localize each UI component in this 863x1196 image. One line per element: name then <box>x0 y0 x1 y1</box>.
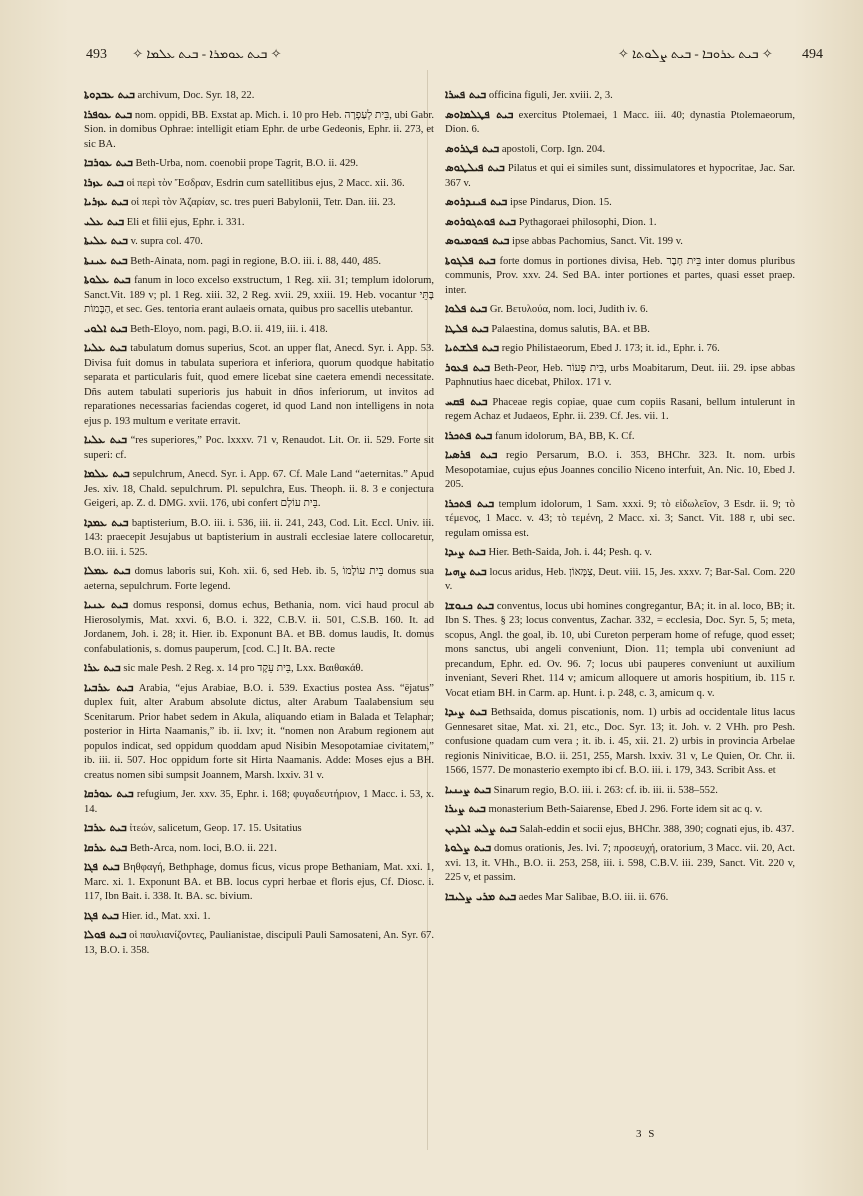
dictionary-entry <box>445 545 795 561</box>
entry-definition: regio Persarum, B.O. i. 353, BHChr. 323. It. nom. urbis Mesopotamiae, cujus eṗus Joannes concilio Niceno interfuit, An. Nic. 10, Ebed J. 205. <box>445 450 795 490</box>
entry-definition: sic male Pesh. 2 Reg. x. 14 pro בֵּית עֵקֶד, Lxx. Βαιθακάθ. <box>123 663 364 674</box>
syriac-headword: ܒܝܬ ܥܪܒܐ <box>84 821 127 834</box>
dictionary-entry <box>445 599 795 702</box>
syriac-headword: ܒܝܬ ܦܛܠܡܐܘܣ <box>445 107 514 121</box>
right-page-header <box>618 46 823 63</box>
entry-definition: “res superiores,” Poc. lxxxv. 71 v, Renaudot. Lit. Or. ii. 529. Forte sit superi: cf. <box>84 435 434 461</box>
entry-definition: conventus, locus ubi homines congregantur, BA; it. in al. loco, BB; it. Ibn S. Thes. § 23; locus conventus, Zachar. 332, = ecclesia, Doc. Syr. 5, 5; meta, scopus, Angl. the goal, ib. 10, ubi Cureton perperam home of refuge, quod esset; mons sanctus, ubi angeli conveniunt, Dion. 11; templa ubi conveniunt ad precandum, Ephr. ed. Ov. 96. 7; locus ubi pauperes conveniunt ut auxilium inveniant, Severi Rhet. 114 v; amicum alloquere ut amoris hospitium, ib. 115 r. Vocat etiam BH. in Carm. ap. Hunt. i. p. 248, c. 3, amicum q. v. <box>445 600 795 699</box>
dictionary-entry <box>445 88 795 104</box>
left-column <box>84 88 434 962</box>
entry-definition: ἰτεών, salicetum, Geop. 17. 15. Usitatius <box>129 823 302 834</box>
dictionary-entry <box>84 273 434 318</box>
dictionary-entry <box>84 821 434 837</box>
syriac-headword: ܒܝܬ ܥܠܝ <box>84 214 125 228</box>
entry-definition: Eli et filii ejus, Ephr. i. 331. <box>126 216 245 228</box>
right-column <box>445 88 795 909</box>
dictionary-entry <box>445 142 795 158</box>
left-page-header <box>86 46 282 63</box>
syriac-headword: ܒܝܬ ܥܙܪܐ <box>84 175 124 189</box>
syriac-headword: ܒܝܬ ܦܠܘܐ <box>445 302 488 315</box>
entry-definition: officina figuli, Jer. xviii. 2, 3. <box>488 90 613 101</box>
syriac-headword: ܒܝܬ ܥܝܢܬܐ <box>84 253 128 267</box>
entry-definition: οἱ περὶ τὸν Ἀζαρίαν, sc. tres pueri Babylonii, Tetr. Dan. iii. 23. <box>131 197 396 208</box>
dictionary-entry <box>445 302 795 318</box>
entry-definition: apostoli, Corp. Ign. 204. <box>501 143 606 155</box>
syriac-headword: ܒܝܬ ܨܝܢܝܐ <box>445 782 492 796</box>
entry-definition: templum idolorum, 1 Sam. xxxi. 9; τὸ εἰδωλεῖον, 3 Esdr. ii. 9; τὸ τέμενος, 1 Macc. v. 43; τὸ τεμένη, 2 Macc. xi. 3; Sanct. Vit. 188 r, ubi sec. regulam omissa est. <box>445 498 795 539</box>
entry-definition: aedes Mar Salibae, B.O. iii. ii. 676. <box>518 891 669 903</box>
entry-definition: Arabia, “ejus Arabiae, B.O. i. 539. Exactius postea Ass. “ëjatus” duplex fuit, alter Arabum absolute dictus, alter Arabum Taalabensium seu Scenitarum. Prior habet sedem in Akula, aliquando etiam in Balada et Telaphar; posterior in Hirta Naamanis,” ib. ii. lxv; it. “nomen non Arabum regionem aut populos indicat, sed oppidum quoddam apud Nisibin Mesopotamiae civitatem,” ib. iii. ii. 507. Hoc oppidum forte sit Hirta Naamanis. Adde: Moses ejus a BH. creatus nomen sibi sumpsit Joannem, Marsh. lxxiv. 31 v. <box>84 682 434 781</box>
syriac-headword: ܒܝܬ ܥܡܕܐ <box>84 515 129 529</box>
syriac-headword: ܒܝܬ ܦܩܚ <box>445 394 488 408</box>
entry-definition: exercitus Ptolemaei, 1 Macc. iii. 40; dynastia Ptolemaeorum, Dion. 6. <box>445 109 796 135</box>
dictionary-entry <box>445 361 795 391</box>
entry-definition: Palaestina, domus salutis, BA. et BB. <box>491 323 650 335</box>
entry-definition: Beth-Peor, Heb. בֵּית פְּעוֹר, urbs Moabitarum, Deut. iii. 29. ipse abbas Paphnutius haec dicebat, Philox. 171 v. <box>445 362 795 388</box>
syriac-headword: ܒܝܬ ܦܛܪܘܣ <box>445 141 500 155</box>
syriac-headword: ܒܝܬ ܦܠܫܬܝܐ <box>445 341 500 354</box>
dictionary-entry <box>84 88 434 104</box>
dictionary-entry <box>445 254 795 299</box>
dictionary-entry <box>445 783 795 799</box>
dictionary-entry <box>84 234 434 250</box>
left-running-title: ✧ ܒܝܬ ܥܘܡܪܐ - ܒܝܬ ܥܠܡܐ ✧ <box>132 46 282 61</box>
dictionary-entry <box>84 564 434 594</box>
syriac-headword: ܒܝܬ ܨܠܘܬܐ <box>445 841 492 854</box>
entry-definition: οἱ περὶ τὸν Ἔσδραν, Esdrin cum satellitibus ejus, 2 Macc. xii. 36. <box>126 177 405 189</box>
syriac-headword: ܒܝܬ ܥܠܘܬܐ <box>84 273 131 286</box>
dictionary-entry <box>445 395 795 425</box>
entry-definition: refugium, Jer. xxv. 35, Ephr. i. 168; φυγαδευτήριον, 1 Macc. i. 53, x. 14. <box>84 789 434 815</box>
right-running-title: ✧ ܒܝܬ ܥܪܘܒܐ - ܒܝܬ ܨܠܘܬܐ ✧ <box>617 46 773 61</box>
dictionary-entry <box>445 215 795 231</box>
dictionary-entry <box>84 341 434 429</box>
entry-definition: domus laboris sui, Koh. xii. 6, sed Heb. ib. 5, בֵּית עוֹלָמוֹ domus sua aeterna, sepulchrum. Forte legend. <box>84 566 434 592</box>
syriac-headword: ܒܝܬ ܦܠܛܐ <box>445 321 489 335</box>
syriac-headword: ܒܝܬ ܨܠܚ ܐܠܕܝܢ <box>445 821 517 835</box>
dictionary-entry <box>84 661 434 677</box>
entry-definition: locus aridus, Heb. צִמָּאוֹן, Deut. viii. 15, Jes. xxxv. 7; Bar-Sal. Com. 220 v. <box>445 566 795 592</box>
dictionary-entry <box>445 429 795 445</box>
dictionary-entry <box>84 516 434 561</box>
entry-definition: Phaceae regis copiae, quae cum copiis Rasani, bellum intulerunt in regem Achaz et Judaeos, Ephr. ii. 239. Cf. Jes. vii. 1. <box>445 396 796 422</box>
dictionary-entry <box>84 156 434 172</box>
syriac-headword: ܒܝܬ ܥܘܦܪܐ <box>84 107 133 121</box>
dictionary-entry <box>445 195 795 211</box>
entry-definition: Beth-Urba, nom. coenobii prope Tagrit, B.O. ii. 429. <box>135 158 359 169</box>
syriac-headword: ܒܝܬ ܥܡܠܐ <box>84 564 131 577</box>
entry-definition: fanum in loco excelso exstructum, 1 Reg. xii. 31; templum idolorum, Sanct.Vit. 189 v; pl. 1 Reg. xiii. 32, 2 Reg. xvii. 29, xxiii. 19. Heb. vocantur בָּתֵּי הַבָּמוֹת, et sec. Ges. tentoria erant aulaeis ornata, quibus pro sacellis utebantur. <box>84 275 434 315</box>
dictionary-entry <box>445 565 795 595</box>
right-page-number: 494 <box>802 47 823 62</box>
dictionary-entry <box>84 681 434 784</box>
syriac-headword: ܒܝܬ ܥܘܪܒܐ <box>84 156 133 169</box>
syriac-headword: ܒܝܬ ܥܪܒܝܐ <box>84 680 134 694</box>
dictionary-entry <box>445 108 795 138</box>
entry-definition: Hier. Beth-Saida, Joh. i. 44; Pesh. q. v. <box>488 547 652 558</box>
syriac-headword: ܒܝܬ ܦܬܟܪܐ <box>445 496 495 510</box>
dictionary-entry <box>84 909 434 925</box>
dictionary-entry <box>84 433 434 463</box>
entry-definition: sepulchrum, Anecd. Syr. i. App. 67. Cf. Male Land “aeternitas.” Apud Jes. xiv. 18, Chald. sepulchrum. Pl. sepulchra, Eus. Theoph. ii. 8. 3 e conjectura Geigeri, ap. Z. d. DMG. xvii. 176, ubi confert בֵּית עוֹלָם. <box>84 469 434 509</box>
syriac-headword: ܒܝܬ ܦܚܪܐ <box>445 88 487 101</box>
syriac-headword: ܒܝܬ ܦܠܓܘܬܐ <box>445 253 496 267</box>
syriac-headword: ܒܝܬ ܥܒܕܘܬܐ <box>84 88 135 101</box>
dictionary-entry <box>445 822 795 838</box>
dictionary-entry <box>445 448 795 493</box>
dictionary-entry <box>445 497 795 542</box>
dictionary-entry <box>445 341 795 357</box>
syriac-headword: ܒܝܬ ܥܠܝܐ <box>84 433 128 446</box>
syriac-headword: ܒܝܬ ܨܝܕܐ <box>445 705 487 718</box>
dictionary-entry <box>84 467 434 512</box>
syriac-headword: ܒܝܬ ܟܢܘܫܐ <box>445 598 494 612</box>
dictionary-entry <box>84 841 434 857</box>
entry-definition: Salah-eddin et socii ejus, BHChr. 388, 390; cognati ejus, ib. 437. <box>519 823 795 835</box>
entry-definition: baptisterium, B.O. iii. i. 536, iii. ii. 241, 243, Cod. Lit. Eccl. Univ. iii. 143: praecepit Jesujabus ut baptisterium in australi ecclesiae latere collocaretur, B.O. iii. i. 525. <box>84 517 434 558</box>
entry-definition: Beth-Ainata, nom. pagi in regione, B.O. iii. i. 88, 440, 485. <box>130 255 381 267</box>
syriac-headword: ܒܝܬ ܥܙܪܝܐ <box>84 195 129 208</box>
left-page-number: 493 <box>86 47 107 62</box>
syriac-headword: ܒܝܬ ܦܝܠܛܘܣ <box>445 161 505 174</box>
dictionary-entry <box>84 215 434 231</box>
syriac-headword: ܒܝܬ ܥܠܝܬܐ <box>84 234 128 247</box>
entry-definition: οἱ παυλιανίζοντες, Paulianistae, discipuli Pauli Samosateni, An. Syr. 67. 13, B.O. i. 358. <box>84 930 434 956</box>
entry-definition: Βηθφαγή, Bethphage, domus ficus, vicus prope Bethaniam, Mat. xxi. 1, Marc. xi. 1. Exponunt BA. et BB. locus cypri herbae et floris ejus, Cf. Diosc. i. 117, Ibn Bait. i. 338. It. BA. sc. bivium. <box>84 862 434 902</box>
entry-definition: Sinarum regio, B.O. iii. i. 263: cf. ib. iii. ii. 538–552. <box>493 784 718 796</box>
dictionary-entry <box>84 254 434 270</box>
entry-definition: v. supra col. 470. <box>130 236 203 247</box>
syriac-headword: ܒܝܬ ܥܪܩܐ <box>84 840 128 854</box>
dictionary-entry <box>84 860 434 905</box>
syriac-headword: ܒܝܬ ܡܪܝ ܨܠܝܒܐ <box>445 889 517 903</box>
dictionary-entry <box>84 108 434 153</box>
dictionary-entry <box>445 890 795 906</box>
syriac-headword: ܒܝܬ ܦܥܘܪ <box>445 360 491 374</box>
dictionary-entry <box>445 705 795 779</box>
entry-definition: tabulatum domus superius, Scot. an upper flat, Anecd. Syr. i. App. 53. Divisa fuit domus in tabulata superiora et inferiora, quorum quodque habitatio separata et particularis fuit, quod emere licebat sine caetera emendi necessitate. Dñs autem tabulati superioris jus habuit in dños inferiorum, ut invitos ad reparationes necessarias faciendas cogeret, id quod Land non intelligens in nota ejus p. 193 multum e veritate erravit. <box>84 343 434 427</box>
syriac-headword: ܒܝܬ ܦܘܠܐ <box>84 928 127 941</box>
dictionary-entry <box>445 322 795 338</box>
syriac-headword: ܒܝܬ ܨܗܝܐ <box>445 564 487 578</box>
entry-definition: forte domus in portiones divisa, Heb. בֵּית חָבֶר inter domus pluribus communis, Prov. xxv. 24. Sed BA. inter portiones et partes, quasi esset praep. inter. <box>445 255 796 296</box>
entry-definition: domus orationis, Jes. lvi. 7; προσευχή, oratorium, 3 Macc. vii. 20, Act. xvi. 13, it. VHh., B.O. ii. 253, 258, iii. i. 598, C.B.V. iii. 239, Sanct. Vit. 220 v, 225 v, et passim. <box>445 843 795 883</box>
syriac-headword: ܒܝܬ ܥܘܪܩܐ <box>84 787 134 800</box>
entry-definition: Beth-Eloyo, nom. pagi, B.O. ii. 419, iii. i. 418. <box>130 323 328 335</box>
dictionary-entry <box>84 195 434 211</box>
dictionary-entry <box>84 787 434 817</box>
syriac-headword: ܒܝܬ ܦܘܬܓܘܪܘܣ <box>445 214 517 228</box>
syriac-headword: ܒܝܬ ܥܠܡܐ <box>84 467 130 480</box>
dictionary-entry <box>445 841 795 886</box>
syriac-headword: ܒܝܬ ܦܝܢܕܪܘܣ <box>445 195 508 208</box>
syriac-headword: ܒܝܬ ܦܟܘܡܝܘܣ <box>445 234 510 247</box>
dictionary-entry <box>84 928 434 958</box>
entry-definition: Pilatus et qui ei similes sunt, dissimulatores et hypocritae, Jac. Sar. 367 v. <box>445 163 796 189</box>
entry-definition: Hier. id., Mat. xxi. 1. <box>121 910 211 922</box>
syriac-headword: ܒܝܬ ܦܓܐ <box>84 860 120 873</box>
entry-definition: domus responsi, domus echus, Bethania, nom. vici haud procul ab Hierosolymis, Mat. xxvi. 6, B.O. i. 322, C.B.V. ii. 501, C.S.B. 160. It. ad Jordanem, Joh. i. 28; it. Hier. ib. Exponunt BA. et BB. domus laudis, It. domus confabulationis, s. domus pauperum, [cod. C.] It. BA. recte <box>84 600 434 655</box>
dictionary-entry <box>84 322 434 338</box>
dictionary-entry <box>445 234 795 250</box>
signature-mark: 3 S <box>636 1128 657 1140</box>
entry-definition: Beth-Arca, nom. loci, B.O. ii. 221. <box>129 842 277 854</box>
syriac-headword: ܒܝܬ ܐܠܘܝ <box>84 321 128 335</box>
syriac-headword: ܒܝܬ ܥܢܝܐ <box>84 598 129 611</box>
syriac-headword: ܒܝܬ ܦܪܣܝܐ <box>445 448 498 461</box>
entry-definition: monasterium Beth-Saiarense, Ebed J. 296. Forte idem sit ac q. v. <box>488 804 763 815</box>
syriac-headword: ܒܝܬ ܨܝܕܐ <box>445 545 486 558</box>
syriac-headword: ܒܝܬ ܥܠܝܐ <box>84 341 127 354</box>
dictionary-entry <box>84 176 434 192</box>
syriac-headword: ܒܝܬ ܨܝܪܐ <box>445 802 486 815</box>
entry-definition: Gr. Βετυλούα, nom. loci, Judith iv. 6. <box>489 304 648 315</box>
syriac-headword: ܒܝܬ ܥܪܐ <box>84 661 121 674</box>
syriac-headword: ܒܝܬ ܦܬܟܪܐ <box>445 428 493 442</box>
entry-definition: nom. oppidi, BB. Exstat ap. Mich. i. 10 pro Heb. בֵּית לְעַפְרָה, ubi Gabr. Sion. in domibus Ophrae: intelligit etiam Ephr. de urbe Gedeonis, Ephr. ii. 273, et sic BA. <box>84 109 434 150</box>
entry-definition: Bethsaida, domus piscationis, nom. 1) urbis ad occidentale litus lacus Gennesaret sitae, Mat. xi. 21, etc., Doc. Syr. 13; it. Joh. v. 2 VHh. pro Pesh. confusione quadam cum vera ; it. ib. i. 45, xii. 21. 2) urbis in provincia Arbelae regionis Niniviticae, B.O. ii. 251, 255, Marsh. lxxiv. 31 v, Le Quien, Or. Chr. ii. 1566, 1577. De monasterio exempto ibi cf. B.O. iii. i. 179, 343. Scribit Ass. et <box>445 707 796 776</box>
dictionary-entry <box>84 598 434 657</box>
entry-definition: Pythagoraei philosophi, Dion. 1. <box>518 216 657 228</box>
entry-definition: fanum idolorum, BA, BB, K. Cf. <box>495 430 635 442</box>
dictionary-entry <box>445 161 795 191</box>
entry-definition: ipse Pindarus, Dion. 15. <box>510 197 612 208</box>
syriac-headword: ܒܝܬ ܦܓܐ <box>84 908 119 922</box>
dictionary-entry <box>445 802 795 818</box>
entry-definition: archivum, Doc. Syr. 18, 22. <box>137 90 255 101</box>
entry-definition: regio Philistaeorum, Ebed J. 173; it. id., Ephr. i. 76. <box>501 343 720 354</box>
entry-definition: ipse abbas Pachomius, Sanct. Vit. 199 v. <box>512 236 683 247</box>
